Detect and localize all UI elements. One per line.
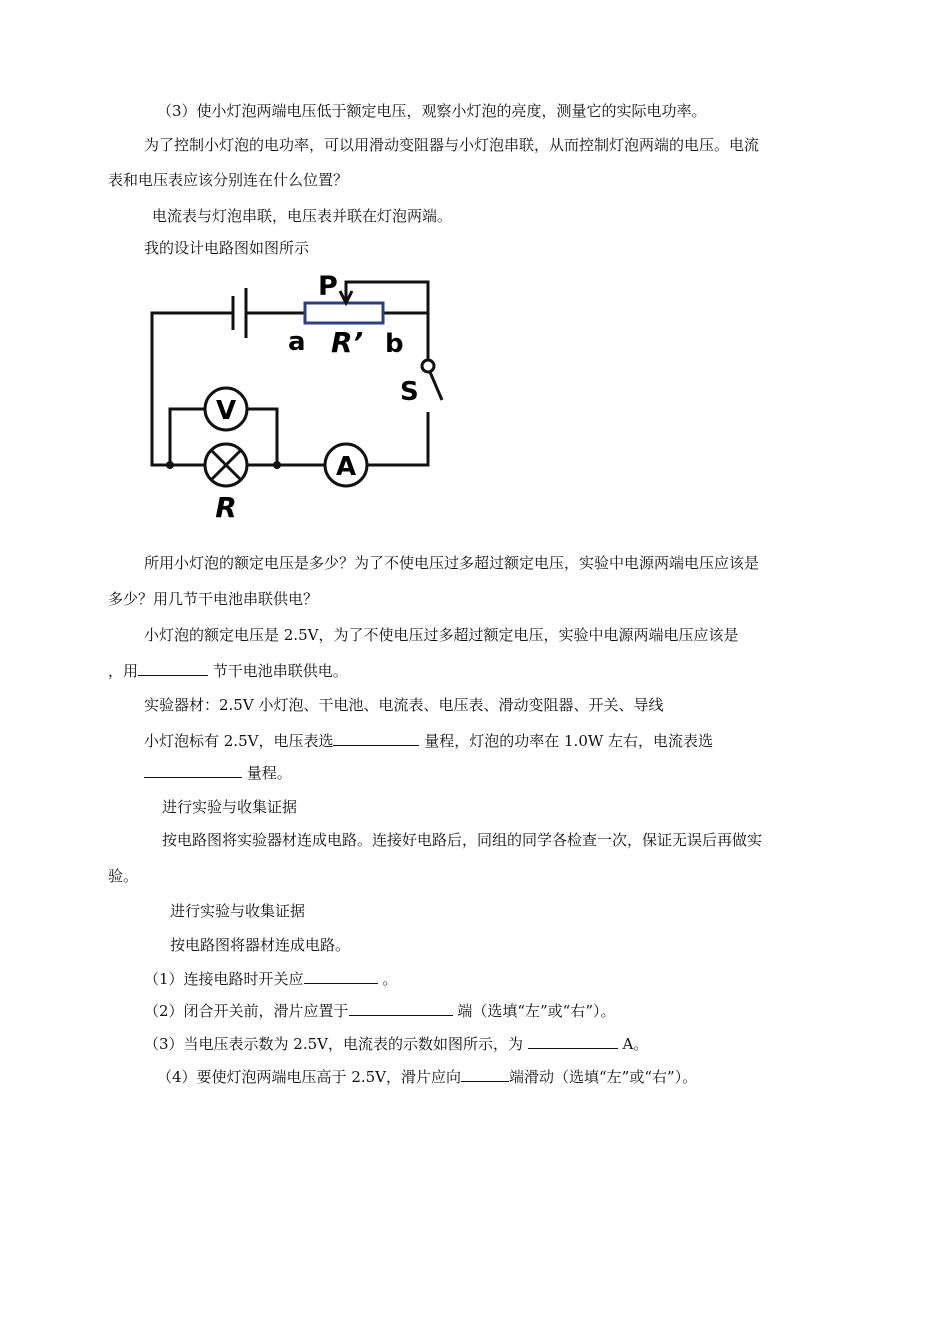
question-rated-voltage-1: 所用小灯泡的额定电压是多少？为了不使电压过多超过额定电压，实验中电源两端电压应该是 — [144, 554, 760, 572]
answer-suffix: 节干电池串联供电。 — [208, 662, 348, 680]
section-heading-2: 进行实验与收集证据 — [170, 902, 306, 920]
label-s: S — [400, 377, 419, 407]
paragraph-control-power-1: 为了控制小灯泡的电功率，可以用滑动变阻器与小灯泡串联，从而控制灯泡两端的电压。电流 — [144, 136, 760, 154]
paragraph-control-power-2: 表和电压表应该分别连在什么位置？ — [108, 171, 349, 189]
meter-range-line-2 — [144, 762, 292, 783]
label-r: R — [215, 491, 237, 524]
meter-range-prefix: 小灯泡标有 2.5V，电压表选 — [144, 732, 334, 750]
question-1 — [144, 968, 397, 989]
assembly-instruction-1: 按电路图将实验器材连成电路。连接好电路后，同组的同学各检查一次，保证无误后再做实 — [162, 831, 763, 849]
assembly-instruction-2: 验。 — [108, 867, 139, 885]
question-3-prefix: （3）当电压表示数为 2.5V，电流表的示数如图所示，为 — [144, 1035, 528, 1053]
question-3-suffix: A。 — [617, 1035, 649, 1053]
battery-count-blank[interactable] — [138, 660, 208, 676]
junction-left — [166, 461, 174, 469]
slider-position-blank[interactable] — [349, 1000, 453, 1016]
ammeter-range-blank[interactable] — [144, 762, 242, 778]
circuit-diagram — [140, 262, 450, 524]
label-a: a — [288, 327, 306, 357]
meter-range-suffix: 量程，灯泡的功率在 1.0W 左右，电流表选 — [419, 732, 714, 750]
rheostat-body — [305, 303, 383, 323]
question-3 — [144, 1033, 648, 1054]
label-ammeter: A — [335, 452, 357, 482]
question-2-prefix: （2）闭合开关前，滑片应置于 — [144, 1002, 349, 1020]
step-3-text: （3）使小灯泡两端电压低于额定电压，观察小灯泡的亮度，测量它的实际电功率。 — [157, 102, 707, 120]
wire-voltmeter-right — [248, 409, 277, 465]
question-1-prefix: （1）连接电路时开关应 — [144, 970, 304, 988]
junction-right — [273, 461, 281, 469]
assembly-instruction-3: 按电路图将器材连成电路。 — [170, 936, 351, 954]
meter-range-end: 量程。 — [242, 764, 292, 782]
section-heading-1: 进行实验与收集证据 — [162, 798, 298, 816]
switch-pivot — [422, 360, 434, 372]
answer-prefix: ，用 — [108, 662, 139, 680]
question-4-prefix: （4）要使灯泡两端电压高于 2.5V，滑片应向 — [157, 1068, 462, 1086]
voltmeter-range-blank[interactable] — [333, 730, 419, 746]
circuit-caption: 我的设计电路图如图所示 — [144, 239, 310, 257]
label-b: b — [385, 329, 404, 359]
wire-voltmeter-left — [170, 409, 204, 465]
answer-rated-voltage-2 — [108, 660, 348, 681]
question-4-suffix: 端滑动（选填“左”或“右”）。 — [509, 1068, 698, 1086]
switch-state-blank[interactable] — [304, 968, 378, 984]
answer-rated-voltage-1: 小灯泡的额定电压是 2.5V，为了不使电压过多超过额定电压，实验中电源两端电压应该是 — [144, 626, 739, 644]
answer-meter-placement: 电流表与灯泡串联，电压表并联在灯泡两端。 — [152, 207, 453, 225]
current-value-blank[interactable] — [528, 1033, 618, 1049]
switch-blade — [430, 372, 442, 400]
meter-range-line-1 — [144, 730, 713, 751]
label-r-prime: R’ — [331, 326, 364, 359]
question-2-suffix: 端（选填“左”或“右”）。 — [452, 1002, 616, 1020]
label-p: P — [318, 271, 338, 302]
question-2 — [144, 1000, 616, 1021]
equipment-list: 实验器材：2.5V 小灯泡、干电池、电流表、电压表、滑动变阻器、开关、导线 — [144, 696, 664, 714]
question-1-suffix: 。 — [377, 970, 398, 988]
question-4 — [157, 1066, 697, 1087]
question-rated-voltage-2: 多少？用几节干电池串联供电？ — [108, 590, 319, 608]
label-v: V — [215, 396, 237, 426]
wire-switch-lower — [368, 412, 428, 465]
slide-direction-blank[interactable] — [461, 1066, 509, 1082]
